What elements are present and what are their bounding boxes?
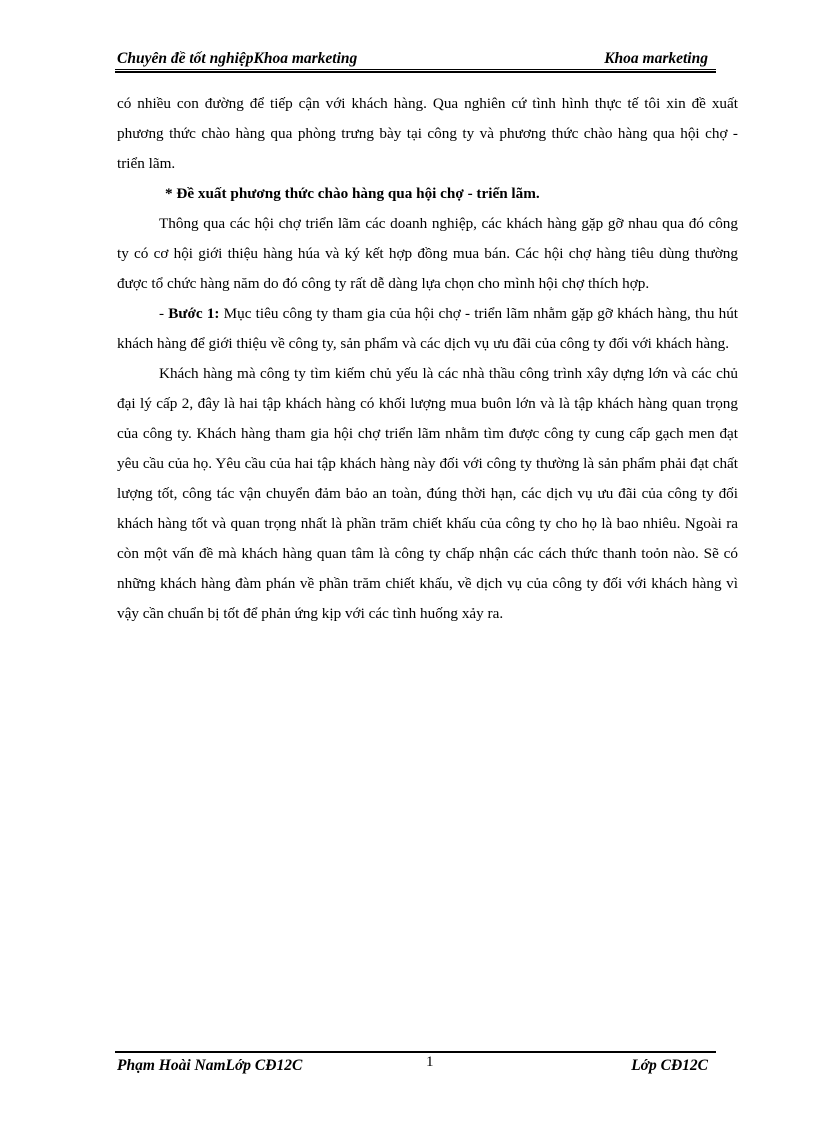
- paragraph-step-1: [117, 299, 738, 359]
- step-1-text: Mục tiêu công ty tham gia của hội chợ - triển lãm nhằm gặp gỡ khách hàng, thu hút khách hàng để giới thiệu về công ty, sản phẩm và các dịch vụ ưu đãi của công ty đối với khách hàng.: [117, 305, 739, 352]
- footer-class: Lớp CĐ12C: [631, 1057, 708, 1074]
- footer-author: Phạm Hoài NamLớp CĐ12C: [117, 1057, 303, 1074]
- paragraph-trade-fair: Thông qua các hội chợ triển lãm các doanh nghiệp, các khách hàng gặp gỡ nhau qua đó công ty có cơ hội giới thiệu hàng húa và ký kết hợp đồng mua bán. Các hội chợ hàng tiêu dùng thường được tổ chức hàng năm do đó công ty rất dễ dàng lựa chọn cho mình hội chợ thích hợp.: [117, 215, 738, 292]
- paragraph-customers: Khách hàng mà công ty tìm kiếm chủ yếu là các nhà thầu công trình xây dựng lớn và các chủ đại lý cấp 2, đây là hai tập khách hàng có khối lượng mua buôn lớn và là tập khách hàng quan trọng của công ty. Khách hàng tham gia hội chợ triển lãm nhằm tìm được công ty cung cấp gạch men đạt yêu cầu của họ. Yêu cầu của hai tập khách hàng này đối với công ty thường là sản phẩm phải đạt chất lượng tốt, công tác vận chuyển đảm bảo an toàn, đúng thời hạn, các dịch vụ ưu đãi của công ty đối khách hàng tốt và quan trọng nhất là phần trăm chiết khấu của công ty cho họ là bao nhiêu. Ngoài ra còn một vấn đề mà khách hàng quan tâm là công ty chấp nhận các cách thức thanh toỏn nào. Sẽ có những khách hàng đàm phán về phần trăm chiết khấu, về dịch vụ của công ty đối với khách hàng vì vậy cần chuẩn bị tốt để phản ứng kịp với các tình huống xảy ra.: [117, 365, 738, 622]
- step-1-label: Bước 1:: [168, 305, 220, 322]
- header-title: Chuyên đề tốt nghiệpKhoa marketing: [117, 50, 358, 67]
- page-header: [115, 50, 716, 70]
- section-heading: * Đề xuất phương thức chào hàng qua hội chợ - triển lãm.: [165, 185, 540, 202]
- step-1-prefix: -: [159, 305, 169, 322]
- paragraph-intro: có nhiều con đường để tiếp cận với khách hàng. Qua nghiên cứ tình hình thực tế tôi xin đề xuất phương thức chào hàng qua phòng trưng bày tại công ty và phương thức chào hàng qua hội chợ - triển lãm.: [117, 95, 738, 172]
- document-body: [117, 89, 738, 629]
- page-number: 1: [426, 1054, 434, 1070]
- header-department: Khoa marketing: [604, 50, 708, 67]
- page-footer: [115, 1054, 716, 1079]
- header-rule-thin: [115, 69, 716, 70]
- header-rule-thick: [115, 71, 716, 73]
- footer-rule: [115, 1051, 716, 1053]
